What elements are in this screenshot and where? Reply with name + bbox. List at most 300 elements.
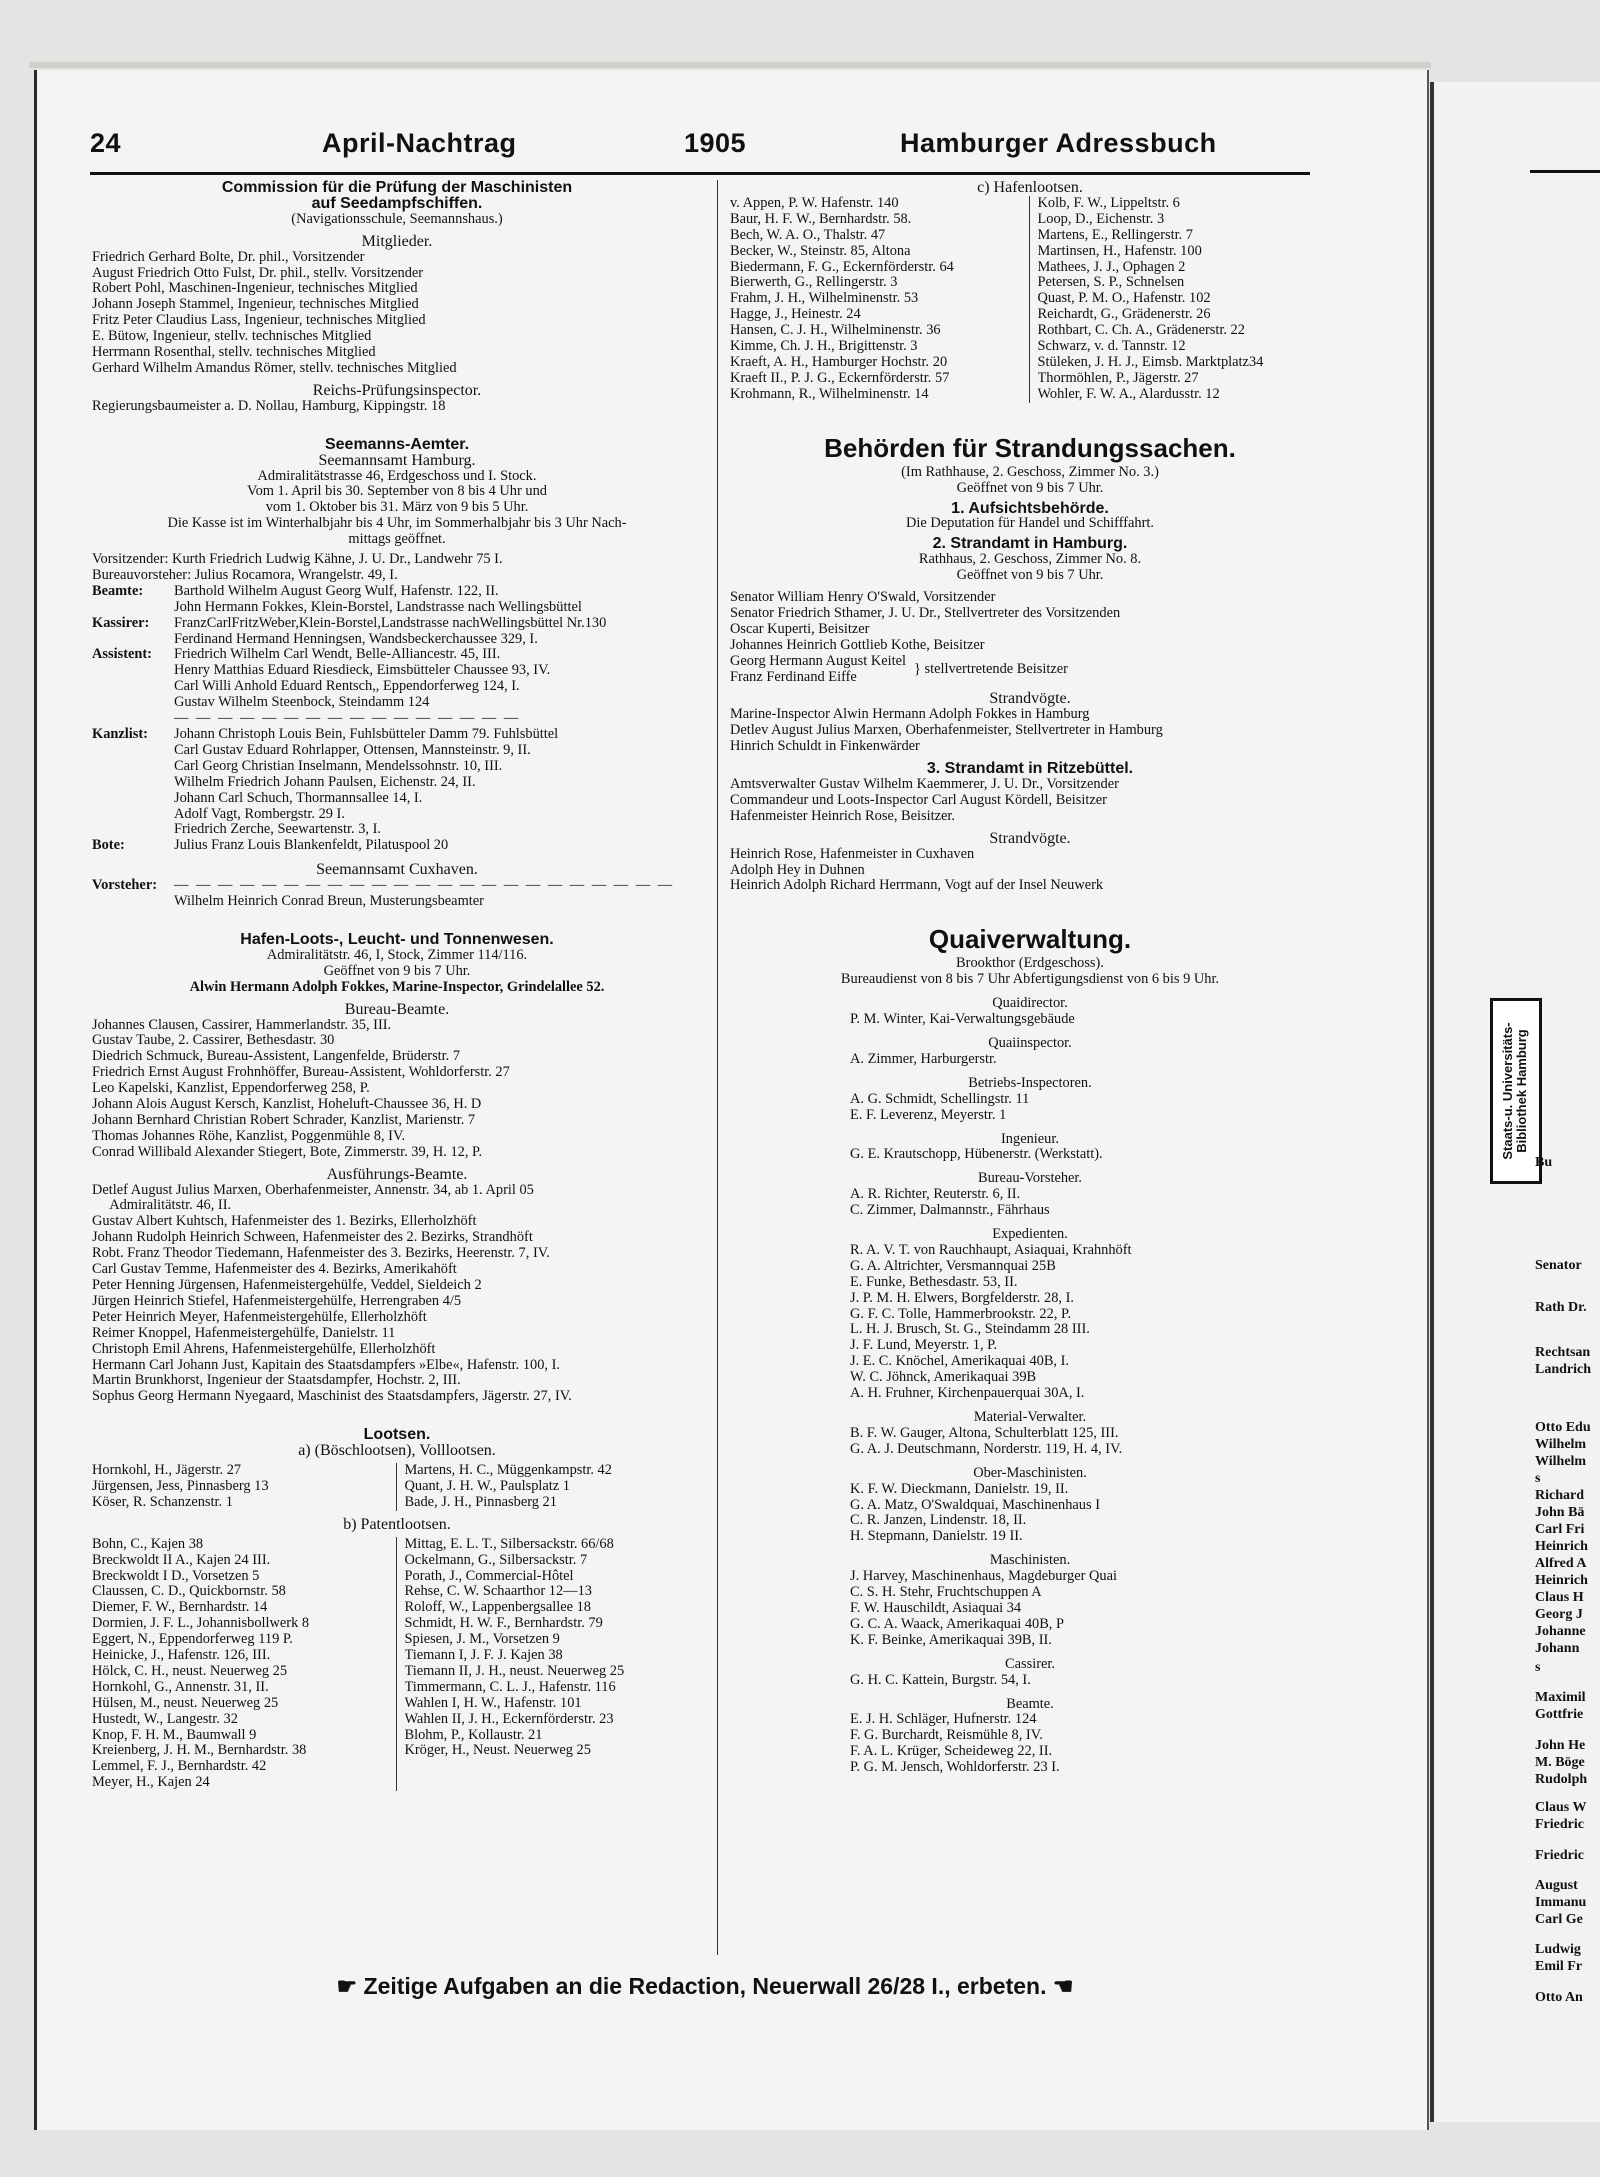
- lootse-entry: Breckwoldt I D., Vorsetzen 5: [92, 1568, 260, 1584]
- facing-page-fragment: Claus H: [1535, 1590, 1584, 1605]
- stellv-label: } stellvertretende Beisitzer: [913, 660, 1068, 677]
- quai-entry: J. P. M. H. Elwers, Borgfelderstr. 28, I.: [850, 1290, 1074, 1306]
- facing-page-fragment: Bu: [1535, 1155, 1553, 1170]
- lootse-entry: Porath, J., Commercial-Hôtel: [404, 1568, 574, 1584]
- hafenlootse-entry: Baur, H. F. W., Bernhardstr. 58.: [730, 211, 912, 227]
- aufsicht-line: Die Deputation für Handel und Schifffahrt.: [905, 515, 1155, 532]
- lootse-entry: Schmidt, H. W. F., Bernhardstr. 79: [404, 1616, 603, 1632]
- info-line: Admiralitätstr. 46, I, Stock, Zimmer 114/116.: [266, 946, 528, 963]
- lootse-entry: Rehse, C. W. Schaarthor 12—13: [404, 1584, 592, 1600]
- quai-group-heading: Cassirer.: [1005, 1655, 1055, 1672]
- hafenlootse-entry: Reichardt, G., Grädenerstr. 26: [1037, 307, 1211, 323]
- lootse-entry: Roloff, W., Lappenbergsallee 18: [404, 1600, 592, 1616]
- hafenlootse-entry: Hagge, J., Heinestr. 24: [730, 307, 861, 323]
- hafenlootse-entry: Martens, E., Rellingerstr. 7: [1037, 227, 1193, 243]
- lootse-entry: Ockelmann, G., Silbersackstr. 7: [404, 1552, 588, 1568]
- ausfuehrung-list: [92, 1183, 702, 1406]
- header-year: 1905: [684, 128, 747, 158]
- info-line: Bureaudienst von 8 bis 7 Uhr Abfertigungsdienst von 6 bis 9 Uhr.: [840, 971, 1220, 988]
- hafenlootse-entry: Petersen, S. P., Schnelsen: [1037, 275, 1185, 291]
- lootsen-title: Lootsen.: [363, 1426, 431, 1444]
- quai-group-heading: Ingenieur.: [1001, 1130, 1059, 1147]
- staff-role: Kanzlist:: [92, 727, 148, 742]
- facing-page-fragment: s: [1535, 1660, 1541, 1675]
- hafenlootse-entry: Hansen, C. J. H., Wilhelminenstr. 36: [730, 323, 941, 339]
- member-entry: Franz Ferdinand Eiffe: [730, 669, 857, 685]
- footer-notice: ☛ Zeitige Aufgaben an die Redaction, Neuerwall 26/28 I., erbeten. ☚: [336, 1973, 1074, 1999]
- lootse-entry: Quant, J. H. W., Paulsplatz 1: [404, 1478, 570, 1494]
- patent-table: [92, 1537, 702, 1792]
- lootse-entry: Wahlen II, J. H., Eckernförderstr. 23: [404, 1711, 614, 1727]
- facing-page-fragment: Carl Ge: [1535, 1912, 1583, 1927]
- quai-entry: P. G. M. Jensch, Wohldorferstr. 23 I.: [850, 1760, 1060, 1776]
- quai-entry: W. C. Jöhnck, Amerikaquai 39B: [850, 1370, 1037, 1386]
- stamp-text: [1501, 1022, 1529, 1159]
- lootse-entry: Eggert, N., Eppendorferweg 119 P.: [92, 1632, 293, 1648]
- strandvoegte-heading: Strandvögte.: [989, 690, 1071, 708]
- quai-group-heading: Bureau-Vorsteher.: [977, 1170, 1083, 1187]
- ausfuehrung-entry: Johann Rudolph Heinrich Schween, Hafenmeister des 2. Bezirks, Strandhöft: [92, 1230, 533, 1246]
- ausfuehrung-entry: Hermann Carl Johann Just, Kapitain des Staatsdampfers »Elbe«, Hafenstr. 100, I.: [92, 1357, 560, 1373]
- strandvoegte-ritzebuettel: [730, 847, 1330, 895]
- staff-entry: Julius Franz Louis Blankenfeldt, Pilatuspool 20: [174, 838, 449, 854]
- bureau-entry: Johann Alois August Kersch, Kanzlist, Hoheluft-Chaussee 36, H. D: [92, 1097, 482, 1113]
- facing-page-fragment: John Bä: [1535, 1505, 1585, 1520]
- facing-page-header-rule: [1530, 170, 1600, 173]
- staff-entry: Carl Gustav Eduard Rohrlapper, Ottensen, Mannsteinstr. 9, II.: [174, 742, 531, 758]
- staff-entry: Ferdinand Hermand Henningsen, Wandsbeckerchaussee 329, I.: [174, 631, 538, 647]
- lootse-entry: Tiemann II, J. H., neust. Neuerweg 25: [404, 1663, 625, 1679]
- facing-page-fragment: Heinrich: [1535, 1573, 1588, 1588]
- info-line: Geöffnet von 9 bis 7 Uhr.: [956, 479, 1104, 496]
- mitglied-entry: Friedrich Gerhard Bolte, Dr. phil., Vorsitzender: [92, 249, 365, 265]
- facing-page-fragment: Landrich: [1535, 1362, 1592, 1377]
- lootse-entry: Hustedt, W., Langestr. 32: [92, 1711, 238, 1727]
- reichs-entry: Regierungsbaumeister a. D. Nollau, Hamburg, Kippingstr. 18: [92, 398, 446, 414]
- page-number: 24: [90, 128, 122, 158]
- info-line: mittags geöffnet.: [348, 531, 446, 548]
- lootse-entry: Mittag, E. L. T., Silbersackstr. 66/68: [404, 1536, 614, 1552]
- staff-row: [92, 759, 702, 775]
- ausfuehrung-entry: Carl Gustav Temme, Hafenmeister des 4. Bezirks, Amerikahöft: [92, 1262, 457, 1278]
- lootse-entry: Jürgensen, Jess, Pinnasberg 13: [92, 1478, 269, 1494]
- facing-page-fragment: M. Böge: [1535, 1755, 1585, 1770]
- ausfuehrung-entry: Robt. Franz Theodor Tiedemann, Hafenmeister des 3. Bezirks, Heerenstr. 7, IV.: [92, 1246, 550, 1262]
- bureau-entry: Conrad Willibald Alexander Stiegert, Bote, Zimmerstr. 39, H. 12, P.: [92, 1144, 483, 1160]
- staff-row: [92, 584, 702, 600]
- quai-group-heading: Quaidirector.: [992, 995, 1068, 1012]
- quai-groups: [730, 996, 1330, 1776]
- info-line: Admiralitätstrasse 46, Erdgeschoss und I. Stock.: [257, 467, 537, 484]
- staff-row: [92, 822, 702, 838]
- staff-row: [92, 711, 702, 727]
- member-entry: Johannes Heinrich Gottlieb Kothe, Beisitzer: [730, 637, 985, 653]
- ritzebuettel-heading: 3. Strandamt in Ritzebüttel.: [926, 760, 1134, 778]
- staff-row: [92, 743, 702, 759]
- quai-entry: E. Funke, Bethesdastr. 53, II.: [850, 1274, 1018, 1290]
- hafenlootsen-left: [730, 196, 1030, 403]
- staff-entry: Bureauvorsteher: Julius Rocamora, Wrangelstr. 49, I.: [92, 567, 398, 583]
- hafenlootsen-right: [1030, 196, 1331, 403]
- quai-entry: A. Zimmer, Harburgerstr.: [850, 1051, 997, 1067]
- staff-row: [92, 663, 702, 679]
- ausfuehrung-entry: Peter Henning Jürgensen, Hafenmeistergehülfe, Veddel, Sieldeich 2: [92, 1278, 482, 1293]
- ausfuehrung-entry: Martin Brunkhorst, Ingenieur der Staatsdampfer, Hochstr. 2, III.: [92, 1373, 461, 1389]
- quai-entry: G. A. Matz, O'Swaldquai, Maschinenhaus I: [850, 1497, 1100, 1513]
- commission-title-2: auf Seedampfschiffen.: [311, 194, 483, 212]
- quai-entry: P. M. Winter, Kai-Verwaltungsgebäude: [850, 1012, 1075, 1028]
- staff-row: [92, 568, 702, 584]
- vorsteher-label: Vorsteher:: [92, 878, 158, 894]
- bureau-entry: Leo Kapelski, Kanzlist, Eppendorferweg 258, P.: [92, 1081, 370, 1097]
- facing-page-fragment: Maximil: [1535, 1690, 1586, 1705]
- facing-page-fragment: August: [1535, 1878, 1578, 1893]
- quai-entry: J. Harvey, Maschinenhaus, Magdeburger Quai: [850, 1569, 1117, 1585]
- info-line: Rathhaus, 2. Geschoss, Zimmer No. 8.: [918, 551, 1142, 568]
- stamp-line-1: Staats-u. Universitäts-: [1500, 1022, 1515, 1160]
- quai-entry: B. F. W. Gauger, Altona, Schulterblatt 125, III.: [850, 1425, 1119, 1441]
- commission-subtitle: (Navigationsschule, Seemannshaus.): [291, 210, 503, 227]
- lootse-entry: Timmermann, C. L. J., Hafenstr. 116: [404, 1679, 616, 1695]
- mitglieder-heading: Mitglieder.: [361, 232, 433, 250]
- stamp-line-2: Bibliothek Hamburg: [1514, 1029, 1529, 1153]
- member-entry: Amtsverwalter Gustav Wilhelm Kaemmerer, J. U. Dr., Vorsitzender: [730, 777, 1119, 792]
- staff-row: [92, 775, 702, 791]
- hafenlootse-entry: Wohler, F. W. A., Alardusstr. 12: [1037, 386, 1220, 402]
- hafenlootse-entry: Biedermann, F. G., Eckernförderstr. 64: [730, 259, 954, 275]
- member-entry: Oscar Kuperti, Beisitzer: [730, 621, 870, 637]
- quai-entry: A. R. Richter, Reuterstr. 6, II.: [850, 1187, 1021, 1203]
- hafenlootse-entry: v. Appen, P. W. Hafenstr. 140: [730, 195, 899, 211]
- hafenlootsen-table: [730, 196, 1330, 403]
- hafen-info: [92, 948, 702, 980]
- seemannsamt-hamburg-heading: Seemannsamt Hamburg.: [318, 451, 476, 469]
- hafenlootse-entry: Kraeft, A. H., Hamburger Hochstr. 20: [730, 354, 948, 370]
- ausfuehrung-entry: Christoph Emil Ahrens, Hafenmeistergehülfe, Ellerholzhöft: [92, 1341, 436, 1357]
- staff-row: [92, 552, 702, 568]
- info-line: Brookthor (Erdgeschoss).: [956, 955, 1104, 972]
- facing-page-fragment: Ludwig: [1535, 1942, 1581, 1957]
- facing-page-fragment: Gottfrie: [1535, 1707, 1584, 1722]
- lootse-entry: Meyer, H., Kajen 24: [92, 1775, 210, 1791]
- ausfuehrung-entry: Jürgen Heinrich Stiefel, Hafenmeistergehülfe, Herrengraben 4/5: [92, 1293, 462, 1309]
- staff-role: Bote:: [92, 838, 125, 854]
- header-rule: [90, 172, 1310, 175]
- seemannsamt-info: [92, 469, 702, 549]
- staff-entry: Johann Carl Schuch, Thormannsallee 14, I.: [174, 790, 423, 806]
- quai-entry: F. G. Burchardt, Reismühle 8, IV.: [850, 1728, 1043, 1744]
- staff-entry: Barthold Wilhelm August Georg Wulf, Hafenstr. 122, II.: [174, 583, 499, 599]
- mitglied-entry: Gerhard Wilhelm Amandus Römer, stellv. technisches Mitglied: [92, 360, 457, 376]
- staff-role: Assistent:: [92, 647, 152, 663]
- staff-row: [92, 600, 702, 616]
- staff-row: [92, 791, 702, 807]
- lootse-entry: Heinicke, J., Hafenstr. 126, III.: [92, 1648, 271, 1664]
- header-title-left: April-Nachtrag: [322, 128, 517, 158]
- quai-entry: G. F. C. Tolle, Hammerbrookstr. 22, P.: [850, 1306, 1072, 1322]
- bureau-entry: Johann Bernhard Christian Robert Schrader, Kanzlist, Marienstr. 7: [92, 1112, 476, 1128]
- staff-entry: Wilhelm Friedrich Johann Paulsen, Eichenstr. 24, II.: [174, 774, 476, 790]
- strandung-title: Behörden für Strandungssachen.: [824, 432, 1236, 463]
- lootse-entry: Knop, F. H. M., Baumwall 9: [92, 1727, 257, 1743]
- cuxhaven-heading: Seemannsamt Cuxhaven.: [316, 861, 478, 879]
- staff-row: [92, 727, 702, 743]
- hafenlootse-entry: Kraeft II., P. J. G., Eckernförderstr. 57: [730, 370, 950, 386]
- hafenlootse-entry: Frahm, J. H., Wilhelminenstr. 53: [730, 291, 919, 307]
- hafenlootse-entry: Becker, W., Steinstr. 85, Altona: [730, 243, 911, 259]
- facing-page-fragment: Heinrich: [1535, 1539, 1588, 1554]
- info-line: Geöffnet von 9 bis 7 Uhr.: [956, 567, 1104, 584]
- bureau-entry: Johannes Clausen, Cassirer, Hammerlandstr. 35, III.: [92, 1017, 392, 1033]
- facing-page-fragment: Carl Fri: [1535, 1522, 1585, 1537]
- lootse-entry: Claussen, C. D., Quickbornstr. 58: [92, 1584, 286, 1600]
- bureau-list: [92, 1018, 702, 1161]
- staff-row: [92, 632, 702, 648]
- patent-heading: b) Patentlootsen.: [343, 1515, 451, 1533]
- quai-entry: G. E. Krautschopp, Hübenerstr. (Werkstatt).: [850, 1147, 1103, 1163]
- column-divider: [717, 180, 718, 1955]
- staff-entry: FranzCarlFritzWeber,Klein-Borstel,Landstrasse nachWellingsbüttel Nr.130: [174, 615, 607, 631]
- staff-entry: Friedrich Zerche, Seewartenstr. 3, I.: [174, 822, 381, 838]
- ausfuehrung-entry: Sophus Georg Hermann Nyegaard, Maschinist des Staatsdampfers, Jägerstr. 27, IV.: [92, 1389, 572, 1405]
- strandvoegte-hamburg: [730, 707, 1330, 755]
- quai-group-heading: Quaiinspector.: [988, 1034, 1072, 1051]
- facing-page-fragment: Rechtsan: [1535, 1345, 1591, 1360]
- strandvogt-entry: Heinrich Rose, Hafenmeister in Cuxhaven: [730, 846, 975, 862]
- strandamt-hamburg-heading: 2. Strandamt in Hamburg.: [932, 535, 1128, 553]
- member-entry: Senator William Henry O'Swald, Vorsitzender: [730, 590, 996, 606]
- vorsteher-dash: — — — — — — — — — — — — — — — — — — — — — — —: [174, 878, 675, 894]
- lootse-entry: Tiemann I, J. F. J. Kajen 38: [404, 1648, 563, 1664]
- quai-entry: G. A. Altrichter, Versmannquai 25B: [850, 1258, 1056, 1274]
- hafenlootse-entry: Krohmann, R., Wilhelminenstr. 14: [730, 386, 929, 402]
- lootse-entry: Bade, J. H., Pinnasberg 21: [404, 1494, 557, 1510]
- staff-entry: Johann Christoph Louis Bein, Fuhlsbütteler Damm 79. Fuhlsbüttel: [174, 727, 559, 742]
- lootse-entry: Bohn, C., Kajen 38: [92, 1536, 204, 1552]
- strandvogt-entry: Marine-Inspector Alwin Hermann Adolph Fokkes in Hamburg: [730, 707, 1090, 723]
- facing-page-fragment: Richard: [1535, 1488, 1584, 1503]
- facing-page-fragment: Otto An: [1535, 1990, 1583, 2005]
- member-entry: Georg Hermann August Keitel: [730, 653, 906, 669]
- info-line: (Im Rathhause, 2. Geschoss, Zimmer No. 3.): [901, 463, 1159, 480]
- staff-entry: John Hermann Fokkes, Klein-Borstel, Landstrasse nach Wellingsbüttel: [174, 599, 582, 615]
- quai-entry: R. A. V. T. von Rauchhaupt, Asiaquai, Krahnhöft: [850, 1242, 1132, 1258]
- boesch-table: [92, 1463, 702, 1511]
- quai-entry: C. S. H. Stehr, Fruchtschuppen A: [850, 1585, 1042, 1601]
- lootse-entry: Köser, R. Schanzenstr. 1: [92, 1494, 233, 1510]
- quai-entry: K. F. W. Dieckmann, Danielstr. 19, II.: [850, 1481, 1069, 1497]
- quai-group-heading: Maschinisten.: [989, 1552, 1071, 1569]
- ausfuehrung-entry: Admiralitätstr. 46, II.: [92, 1198, 232, 1214]
- facing-page-fragment: Senator: [1535, 1258, 1582, 1273]
- ausfuehrung-heading: Ausführungs-Beamte.: [326, 1165, 468, 1183]
- facing-page-fragment: Wilhelm: [1535, 1437, 1587, 1452]
- lootse-entry: Dormien, J. F. L., Johannisbollwerk 8: [92, 1616, 310, 1632]
- lootse-entry: Blohm, P., Kollaustr. 21: [404, 1727, 543, 1743]
- quai-entry: F. A. L. Krüger, Scheideweg 22, II.: [850, 1744, 1053, 1760]
- bureau-entry: Diedrich Schmuck, Bureau-Assistent, Langenfelde, Brüderstr. 7: [92, 1049, 461, 1065]
- boesch-heading: a) (Böschlootsen), Volllootsen.: [298, 1442, 496, 1460]
- bureau-entry: Thomas Johannes Röhe, Kanzlist, Poggenmühle 8, IV.: [92, 1128, 406, 1144]
- strandung-info: [730, 465, 1330, 497]
- lootse-entry: Martens, H. C., Müggenkampstr. 42: [404, 1463, 612, 1479]
- bureau-entry: Gustav Taube, 2. Cassirer, Bethesdastr. 30: [92, 1033, 335, 1049]
- strandamt-hamburg-info: [730, 552, 1330, 584]
- info-line: Geöffnet von 9 bis 7 Uhr.: [323, 962, 471, 979]
- hafenlootse-entry: Stüleken, J. H. J., Eimsb. Marktplatz34: [1037, 354, 1264, 370]
- staff-row: [92, 695, 702, 711]
- ausfuehrung-entry: Peter Heinrich Meyer, Hafenmeistergehülfe, Ellerholzhöft: [92, 1309, 427, 1325]
- info-line: Die Kasse ist im Winterhalbjahr bis 4 Uhr, im Sommerhalbjahr bis 3 Uhr Nach-: [167, 515, 627, 532]
- header-title-right: Hamburger Adressbuch: [900, 128, 1217, 158]
- lootse-entry: Hornkohl, G., Annenstr. 31, II.: [92, 1679, 269, 1695]
- staff-role: Beamte:: [92, 583, 144, 599]
- quai-entry: J. F. Lund, Meyerstr. 1, P.: [850, 1338, 998, 1354]
- facing-page-fragment: Rudolph: [1535, 1772, 1588, 1787]
- staff-entry: Friedrich Wilhelm Carl Wendt, Belle-Alliancestr. 45, III.: [174, 647, 501, 663]
- ausfuehrung-entry: Gustav Albert Kuhtsch, Hafenmeister des 1. Bezirks, Ellerholzhöft: [92, 1214, 477, 1230]
- bureau-entry: Friedrich Ernst August Frohnhöffer, Bureau-Assistent, Wohldorferstr. 27: [92, 1065, 510, 1081]
- member-entry: Commandeur und Loots-Inspector Carl August Kördell, Beisitzer: [730, 792, 1107, 808]
- strandvogt-entry: Heinrich Adolph Richard Herrmann, Vogt auf der Insel Neuwerk: [730, 878, 1104, 894]
- hafenlootse-entry: Loop, D., Eichenstr. 3: [1037, 211, 1165, 227]
- staff-entry: Vorsitzender: Kurth Friedrich Ludwig Kähne, J. U. Dr., Landwehr 75 I.: [92, 552, 503, 568]
- quai-info: [730, 956, 1330, 988]
- boesch-right: [397, 1463, 703, 1511]
- facing-page-fragment: Immanu: [1535, 1895, 1587, 1910]
- patent-right: [397, 1537, 703, 1792]
- hafenlootse-entry: Mathees, J. J., Ophagen 2: [1037, 259, 1186, 275]
- facing-page-fragment: Claus W: [1535, 1800, 1587, 1815]
- facing-page-fragment: Johann: [1535, 1641, 1580, 1656]
- lootse-entry: Hülsen, M., neust. Neuerweg 25: [92, 1695, 279, 1711]
- lootse-entry: Breckwoldt II A., Kajen 24 III.: [92, 1552, 271, 1568]
- info-line: vom 1. Oktober bis 31. März von 9 bis 5 Uhr.: [265, 499, 529, 516]
- lootse-entry: Kreienberg, J. H. M., Bernhardstr. 38: [92, 1743, 307, 1759]
- quai-entry: H. Stepmann, Danielstr. 19 II.: [850, 1529, 1023, 1545]
- mitglied-entry: E. Bütow, Ingenieur, stellv. technisches Mitglied: [92, 329, 372, 345]
- commission-title: Commission für die Prüfung der Maschinisten: [221, 179, 573, 196]
- facing-page-fragment: Johanne: [1535, 1624, 1586, 1639]
- staff-entry: Carl Willi Anhold Eduard Rentsch,, Eppendorferweg 124, I.: [174, 679, 520, 695]
- facing-page-fragment: John He: [1535, 1738, 1586, 1753]
- staff-row: [92, 616, 702, 632]
- quai-title: Quaiverwaltung.: [928, 924, 1132, 955]
- quai-entry: G. A. J. Deutschmann, Norderstr. 119, H. 4, IV.: [850, 1441, 1123, 1457]
- stellv-names: [730, 654, 906, 686]
- quai-entry: J. E. C. Knöchel, Amerikaquai 40B, I.: [850, 1354, 1070, 1370]
- quai-entry: G. C. A. Waack, Amerikaquai 40B, P: [850, 1616, 1065, 1632]
- quai-group-heading: Expedienten.: [992, 1226, 1068, 1243]
- ausfuehrung-entry: Detlef August Julius Marxen, Oberhafenmeister, Annenstr. 34, ab 1. April 05: [92, 1182, 534, 1198]
- hafenlootse-entry: Rothbart, C. Ch. A., Grädenerstr. 22: [1037, 323, 1245, 339]
- strandvogt-entry: Detlev August Julius Marxen, Oberhafenmeister, Stellvertreter in Hamburg: [730, 723, 1163, 739]
- quai-group-heading: Ober-Maschinisten.: [973, 1464, 1087, 1481]
- hafenlootse-entry: Kolb, F. W., Lippeltstr. 6: [1037, 195, 1180, 211]
- quai-group-heading: Beamte.: [1006, 1695, 1054, 1712]
- seemannsamt-staff: [92, 552, 702, 854]
- quai-entry: E. J. H. Schläger, Hufnerstr. 124: [850, 1712, 1037, 1728]
- mitglied-entry: August Friedrich Otto Fulst, Dr. phil., stellv. Vorsitzender: [92, 265, 424, 281]
- strandamt-hamburg-members: [730, 590, 1330, 654]
- hafenlootse-entry: Martinsen, H., Hafenstr. 100: [1037, 243, 1202, 259]
- hafenlootse-entry: Bech, W. A. O., Thalstr. 47: [730, 227, 886, 243]
- seemanns-title: Seemanns-Aemter.: [324, 435, 470, 453]
- facing-page-fragment: Emil Fr: [1535, 1959, 1583, 1974]
- quai-entry: C. Zimmer, Dalmannstr., Fährhaus: [850, 1203, 1050, 1219]
- member-entry: Senator Friedrich Sthamer, J. U. Dr., Stellvertreter des Vorsitzenden: [730, 605, 1121, 621]
- facing-page-fragment: Georg J: [1535, 1607, 1583, 1622]
- staff-row: [92, 838, 702, 854]
- hafenlootse-entry: Schwarz, v. d. Tannstr. 12: [1037, 339, 1186, 355]
- facing-page-fragment: Rath Dr.: [1535, 1300, 1587, 1315]
- member-entry: Hafenmeister Heinrich Rose, Beisitzer.: [730, 808, 955, 824]
- hafen-inspector: Alwin Hermann Adolph Fokkes, Marine-Inspector, Grindelallee 52.: [189, 978, 605, 995]
- quai-entry: G. H. C. Kattein, Burgstr. 54, I.: [850, 1672, 1031, 1688]
- lootse-entry: Hölck, C. H., neust. Neuerweg 25: [92, 1663, 288, 1679]
- quai-entry: K. F. Beinke, Amerikaquai 39B, II.: [850, 1632, 1052, 1648]
- lootse-entry: Diemer, F. W., Bernhardstr. 14: [92, 1600, 268, 1616]
- staff-row: [92, 679, 702, 695]
- quai-entry: F. W. Hauschildt, Asiaquai 34: [850, 1600, 1022, 1616]
- hafenlootse-entry: Quast, P. M. O., Hafenstr. 102: [1037, 291, 1211, 307]
- facing-page-fragment: Friedric: [1535, 1848, 1584, 1863]
- lootse-entry: Kröger, H., Neust. Neuerweg 25: [404, 1743, 591, 1759]
- reichs-heading: Reichs-Prüfungsinspector.: [312, 381, 482, 399]
- staff-entry: Gustav Wilhelm Steenbock, Steindamm 124: [174, 695, 430, 711]
- staff-row: [92, 807, 702, 823]
- quai-entry: L. H. J. Brusch, St. G., Steindamm 28 III.: [850, 1322, 1090, 1338]
- stellv-group: [730, 654, 1330, 686]
- mitglied-entry: Johann Joseph Stammel, Ingenieur, technisches Mitglied: [92, 297, 419, 313]
- lootse-entry: Wahlen I, H. W., Hafenstr. 101: [404, 1695, 582, 1711]
- boesch-left: [92, 1463, 397, 1511]
- mitglied-entry: Herrmann Rosenthal, stellv. technisches Mitglied: [92, 345, 376, 361]
- strandvogt-entry: Adolph Hey in Duhnen: [730, 862, 865, 878]
- left-column: [92, 180, 702, 1791]
- aufsicht-heading: 1. Aufsichtsbehörde.: [951, 499, 1109, 517]
- facing-page-fragment: Wilhelm: [1535, 1454, 1587, 1469]
- mitglieder-list: [92, 250, 702, 377]
- quai-entry: E. F. Leverenz, Meyerstr. 1: [850, 1107, 1007, 1123]
- quai-entry: C. R. Janzen, Lindenstr. 18, II.: [850, 1513, 1027, 1529]
- quai-group-heading: Betriebs-Inspectoren.: [968, 1074, 1092, 1091]
- staff-entry: Carl Georg Christian Inselmann, Mendelssohnstr. 10, III.: [174, 758, 503, 774]
- staff-entry: Henry Matthias Eduard Riesdieck, Eimsbütteler Chaussee 93, IV.: [174, 663, 551, 679]
- quai-group-heading: Material-Verwalter.: [973, 1409, 1087, 1425]
- ritzebuettel-members: [730, 777, 1330, 825]
- staff-entry: Adolf Vagt, Rombergstr. 29 I.: [174, 806, 345, 822]
- staff-entry: — — — — — — — — — — — — — — — —: [174, 711, 521, 727]
- hafenlootse-entry: Thormöhlen, P., Jägerstr. 27: [1037, 370, 1199, 386]
- right-column: [730, 180, 1330, 1776]
- strandvoegte2-heading: Strandvögte.: [989, 829, 1071, 847]
- info-line: Vom 1. April bis 30. September von 8 bis 4 Uhr und: [247, 483, 547, 500]
- hafen-title: Hafen-Loots-, Leucht- und Tonnenwesen.: [240, 930, 554, 948]
- ausfuehrung-entry: Reimer Knoppel, Hafenmeistergehülfe, Danielstr. 11: [92, 1325, 396, 1341]
- lootse-entry: Lemmel, F. J., Bernhardstr. 42: [92, 1759, 267, 1775]
- lootse-entry: Spiesen, J. M., Vorsetzen 9: [404, 1632, 560, 1648]
- facing-page-fragment: Alfred A: [1535, 1556, 1587, 1571]
- facing-page-fragment: Otto Edu: [1535, 1420, 1591, 1435]
- staff-row: [92, 647, 702, 663]
- mitglied-entry: Fritz Peter Claudius Lass, Ingenieur, technisches Mitglied: [92, 313, 426, 329]
- quai-entry: A. H. Fruhner, Kirchenpauerquai 30A, I.: [850, 1386, 1085, 1402]
- facing-page-fragment: s: [1535, 1471, 1541, 1486]
- vorsteher-name: Wilhelm Heinrich Conrad Breun, Musterungsbeamter: [174, 894, 484, 910]
- bureau-heading: Bureau-Beamte.: [344, 1000, 450, 1018]
- facing-page-fragment: Friedric: [1535, 1817, 1584, 1832]
